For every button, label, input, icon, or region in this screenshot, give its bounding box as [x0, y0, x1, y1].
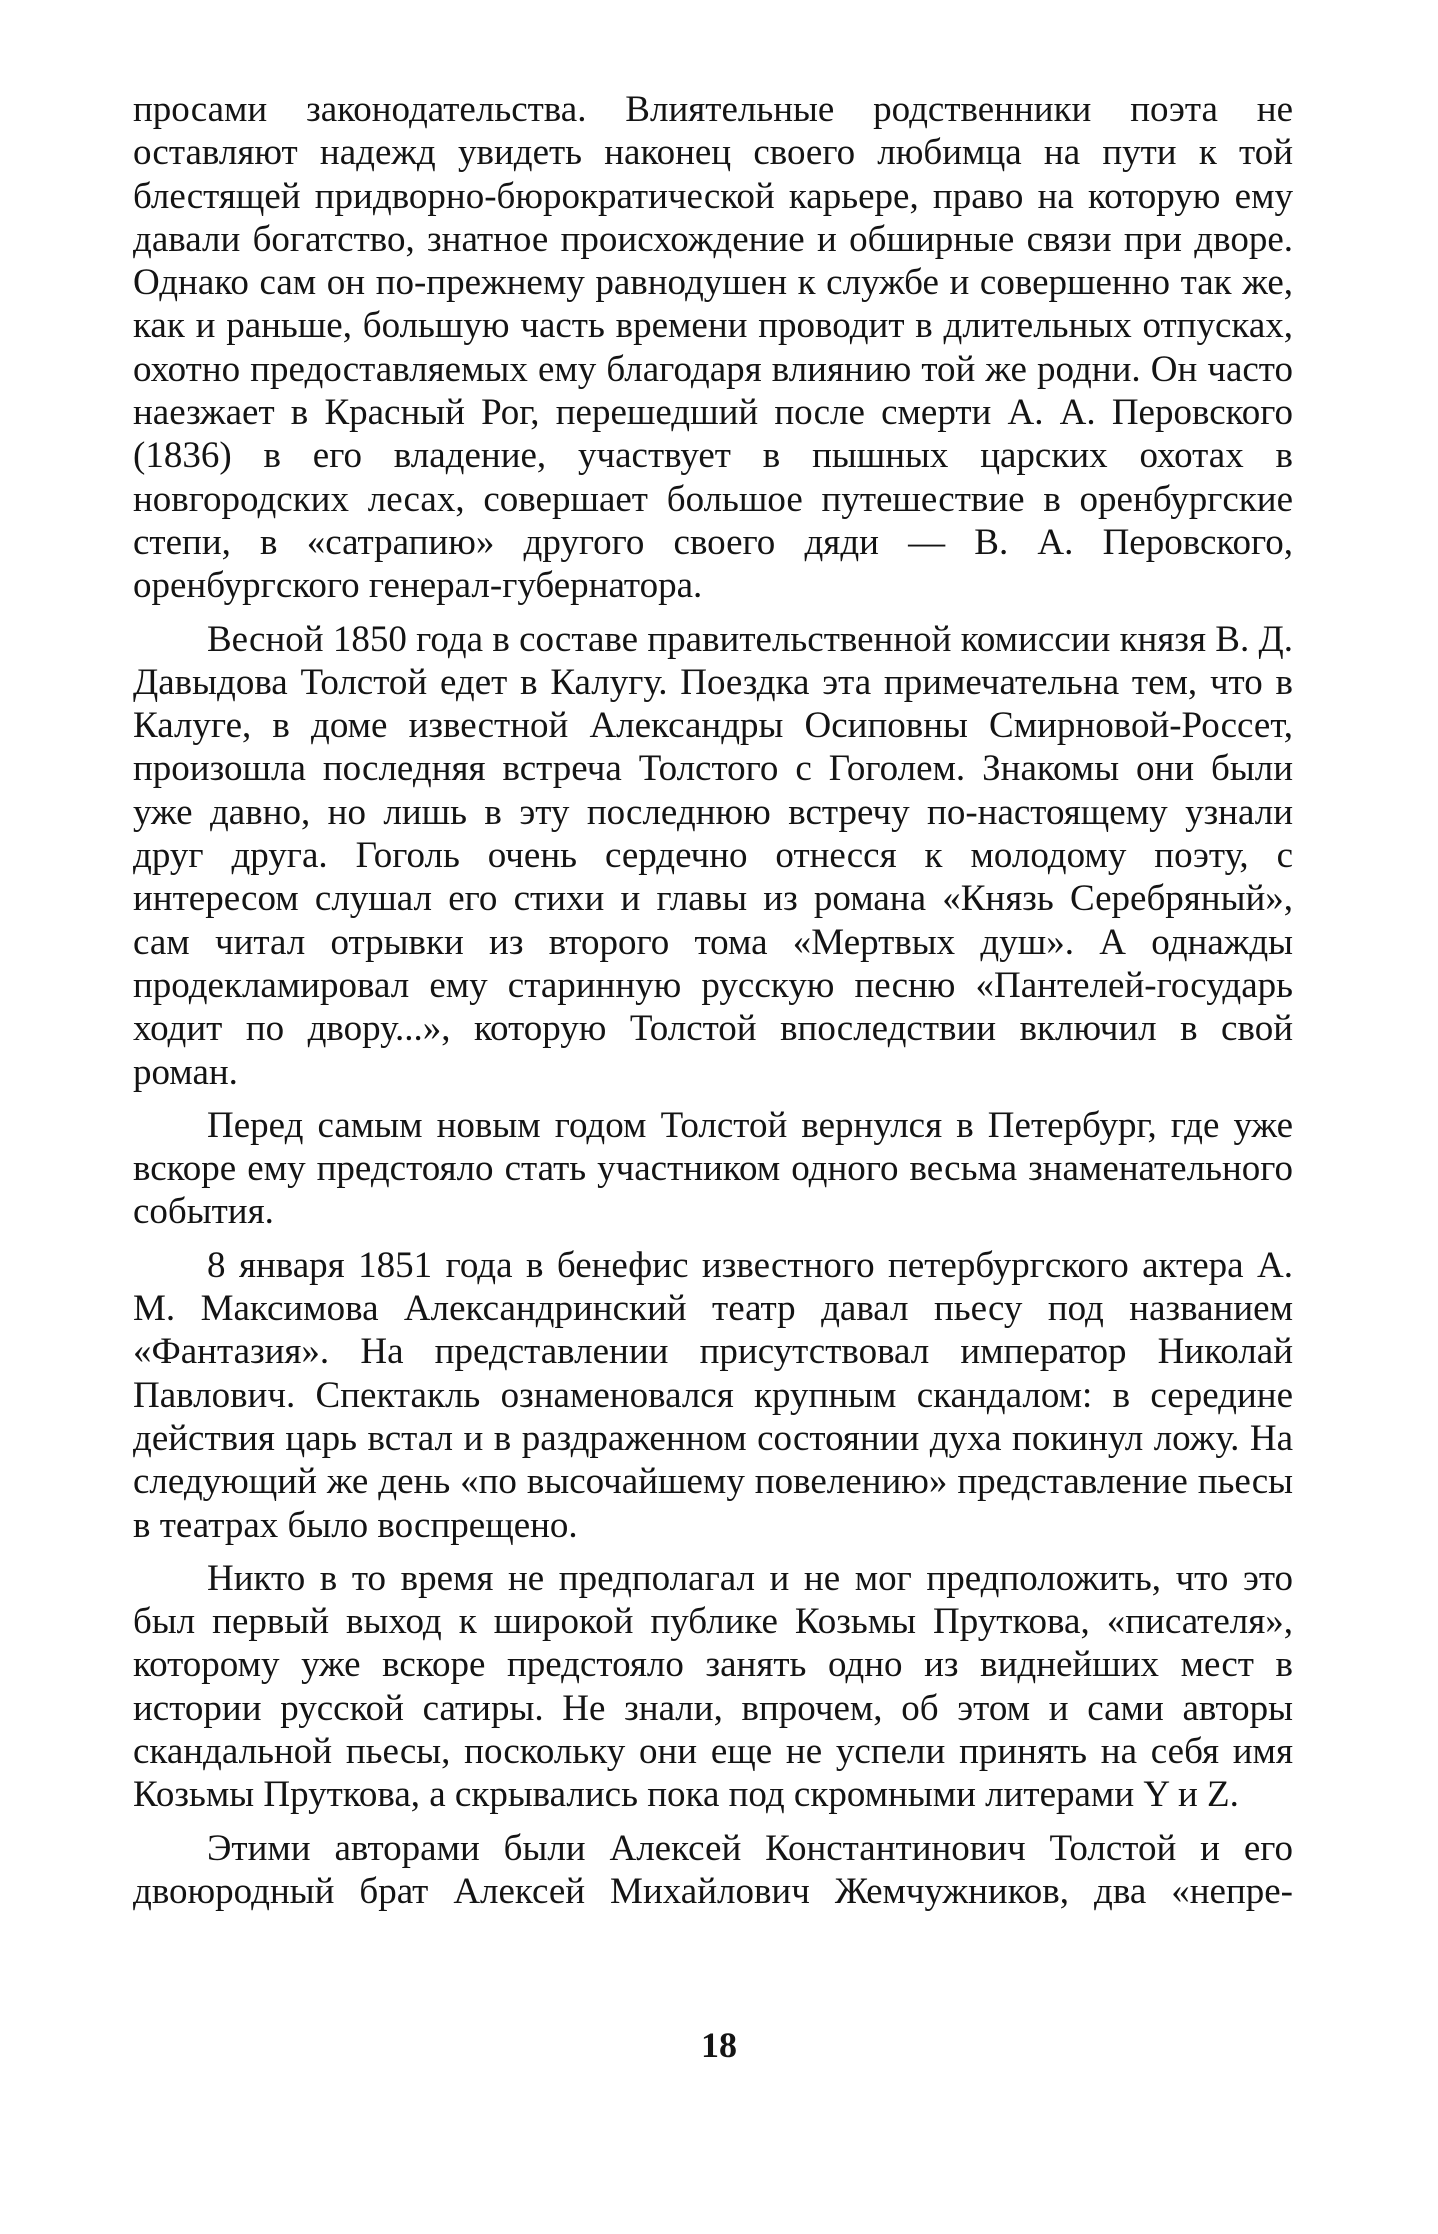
paragraph-2: Весной 1850 года в составе правительственной комиссии князя В. Д. Давыдова Толстой едет в Калугу. Поездка эта примечательна тем, что в Калуге, в доме известной Александры Осиповны Смирновой-Россет, произошла последняя встреча Толстого с Гоголем. Знакомы они были уже давно, но лишь в эту последнюю встречу по-настоящему узнали друг друга. Гоголь очень сердечно отнесся к молодому поэту, с интересом слушал его стихи и главы из романа «Князь Серебряный», сам читал отрывки из второго тома «Мертвых душ». А однажды продекламировал ему старинную русскую песню «Пантелей-государь ходит по двору...», которую Толстой впоследствии включил в свой роман.: [133, 618, 1293, 1093]
paragraph-6: Этими авторами были Алексей Константинович Толстой и его двоюродный брат Алексей Михайлович Жемчужников, два «непре-: [133, 1827, 1293, 1912]
paragraph-1: просами законодательства. Влиятельные родственники поэта не оставляют надежд увидеть наконец своего любимца на пути к той блестящей придворно-бюрократической карьере, право на которую ему давали богатство, знатное происхождение и обширные связи при дворе. Однако сам он по-прежнему равнодушен к службе и совершенно так же, как и раньше, большую часть времени проводит в длительных отпусках, охотно предоставляемых ему благодаря влиянию той же родни. Он часто наезжает в Красный Рог, перешедший после смерти А. А. Перовского (1836) в его владение, участвует в пышных царских охотах в новгородских лесах, совершает большое путешествие в оренбургские степи, в «сатрапию» другого своего дяди — В. А. Перовского, оренбургского генерал-губернатора.: [133, 89, 1293, 607]
paragraph-4: 8 января 1851 года в бенефис известного петербургского актера А. М. Максимова Александринский театр давал пьесу под названием «Фантазия». На представлении присутствовал император Николай Павлович. Спектакль ознаменовался крупным скандалом: в середине действия царь встал и в раздраженном состоянии духа покинул ложу. На следующий же день «по высочайшему повелению» представление пьесы в театрах было воспрещено.: [133, 1244, 1293, 1546]
paragraph-3: Перед самым новым годом Толстой вернулся в Петербург, где уже вскоре ему предстояло стать участником одного весьма знаменательного события.: [133, 1104, 1293, 1233]
paragraph-5: Никто в то время не предполагал и не мог предположить, что это был первый выход к широкой публике Козьмы Пруткова, «писателя», которому уже вскоре предстояло занять одно из виднейших мест в истории русской сатиры. Не знали, впрочем, об этом и сами авторы скандальной пьесы, поскольку они еще не успели принять на себя имя Козьмы Пруткова, а скрывались пока под скромными литерами Y и Z.: [133, 1557, 1293, 1816]
page-body: [133, 88, 1293, 1913]
page-number: 18: [701, 2025, 737, 2065]
